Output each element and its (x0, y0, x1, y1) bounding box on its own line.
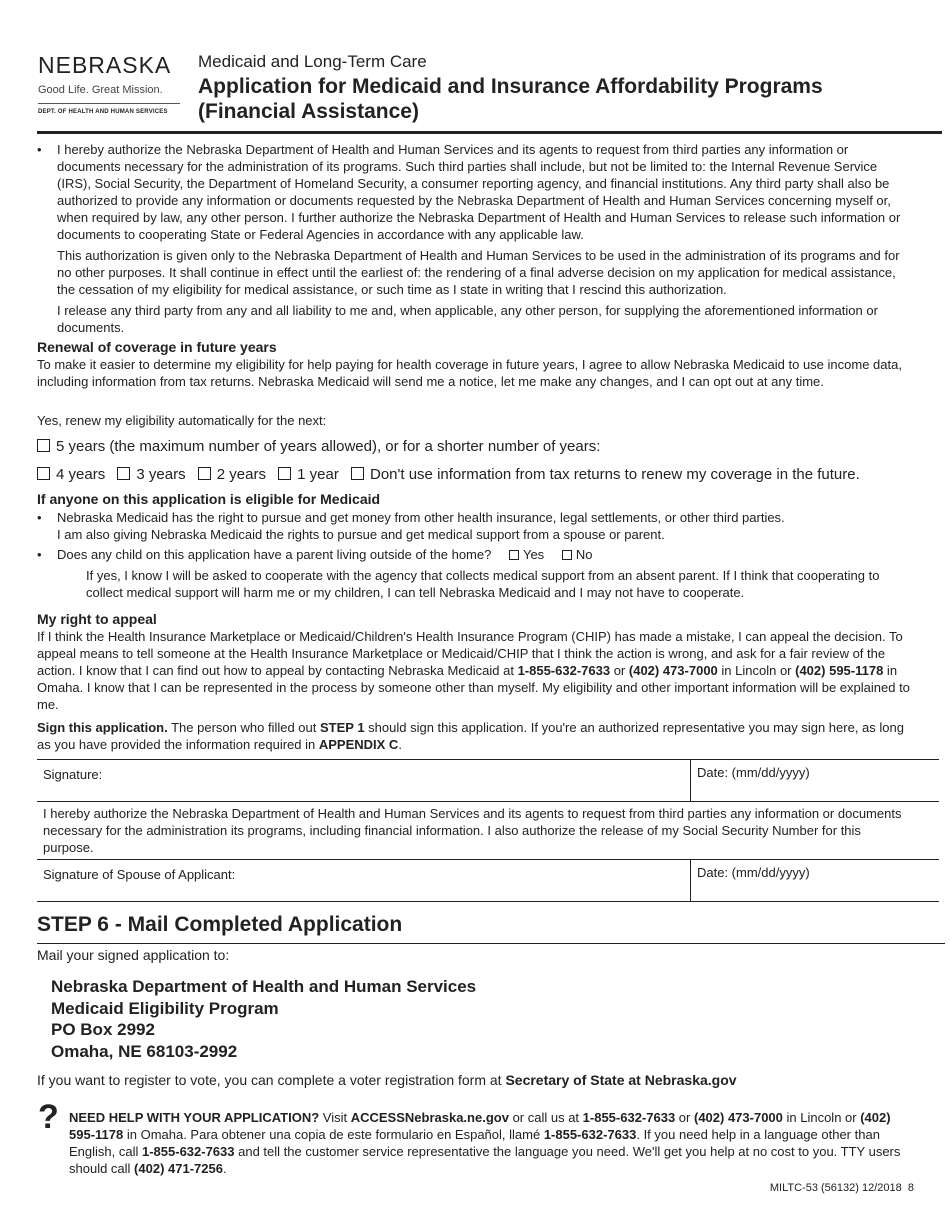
option-1-year-label: 1 year (297, 466, 339, 483)
appeal-heading: My right to appeal (37, 611, 157, 627)
appeal-text (37, 628, 912, 713)
option-2-years-label: 2 years (216, 466, 266, 483)
absent-parent-no[interactable] (562, 547, 593, 562)
help-phone-3: (402) 595-1178 (69, 1110, 891, 1142)
absent-parent-question: Does any child on this application have a parent living outside of the home? (57, 547, 492, 562)
medicaid-rights-line2: I am also giving Nebraska Medicaid the rights to pursue and get medical support from a spouse or parent. (57, 527, 665, 542)
sign-text-part: should sign this application. If you're an authorized representative you may sign here, as long as you have provided the information required in (37, 720, 904, 752)
renewal-prompt: Yes, renew my eligibility automatically for the next: (37, 413, 327, 428)
logo-divider (38, 103, 180, 104)
no-label: No (575, 547, 593, 562)
page-number: 8 (907, 1182, 914, 1194)
authorization-paragraph-3: I release any third party from any and all liability to me and, when applicable, any other person, for supplying the aforementioned information or documents. (57, 303, 878, 335)
help-phone-2: (402) 473-7000 (693, 1110, 783, 1125)
bullet-marker: • (37, 547, 42, 562)
checkbox-no-tax-info[interactable] (351, 467, 364, 480)
help-text-part: Visit (319, 1110, 351, 1125)
signature-label: Signature: (43, 767, 103, 782)
appeal-phone-lincoln: (402) 473-7000 (628, 663, 718, 678)
checkbox-2-years[interactable] (198, 467, 211, 480)
page-header (198, 52, 918, 124)
option-5-years-label: 5 years (the maximum number of years allowed), or for a shorter number of years: (56, 438, 601, 455)
spouse-signature-label: Signature of Spouse of Applicant: (43, 867, 236, 882)
address-line4: Omaha, NE 68103-2992 (51, 1041, 238, 1061)
mail-instructions: Mail your signed application to: (37, 947, 230, 963)
checkbox-4-years[interactable] (37, 467, 50, 480)
help-text-part: in Lincoln or (782, 1110, 861, 1125)
checkbox-no[interactable] (562, 550, 572, 560)
sign-text-part: The person who filled out (167, 720, 320, 735)
help-text (69, 1109, 911, 1177)
absent-parent-yes[interactable] (509, 547, 544, 562)
medicaid-heading: If anyone on this application is eligible for Medicaid (37, 491, 381, 507)
help-tty-phone: (402) 471-7256 (134, 1161, 223, 1176)
help-heading: NEED HELP WITH YOUR APPLICATION? (69, 1110, 320, 1125)
spouse-signature-divider (690, 860, 691, 901)
spouse-authorization-text: I hereby authorize the Nebraska Department of Health and Human Services and its agents to request from third parties any information or documents necessary for the administration its programs, including financial information. I also authorize the release of my Social Security Number for this purpose. (43, 806, 902, 855)
renewal-option-5-years[interactable] (37, 438, 600, 456)
appeal-text-part: or (610, 663, 629, 678)
help-text-part: . If you need help in a language other than English, call (69, 1127, 880, 1159)
address-line1: Nebraska Department of Health and Human Services (51, 977, 477, 996)
page-footer (770, 1181, 914, 1195)
sign-instructions (37, 719, 912, 753)
appeal-text-part: in Omaha. I know that I can be represented in the process by someone other than myself. My eligibility and other important information will be explained to me. (37, 663, 910, 712)
renewal-heading: Renewal of coverage in future years (37, 339, 277, 355)
help-phone-1: 1-855-632-7633 (582, 1110, 676, 1125)
checkbox-1-year[interactable] (278, 467, 291, 480)
sign-text-part: . (398, 737, 402, 752)
option-no-tax-info-label: Don't use information from tax returns to renew my coverage in the future. (370, 466, 860, 483)
help-text-part: and tell the customer service representative the language you need. We'll get you help at no cost to you. TTY users should call (69, 1144, 901, 1176)
medicaid-rights-item (37, 509, 912, 543)
authorization-section (37, 141, 912, 336)
help-text-part: . (222, 1161, 227, 1176)
spouse-signature-row (37, 859, 939, 902)
option-4-years-label: 4 years (56, 466, 106, 483)
help-text-part: or call us at (508, 1110, 583, 1125)
absent-parent-question-row (57, 546, 912, 563)
mailing-address (51, 976, 476, 1062)
header-rule (37, 131, 942, 134)
appeal-text-part: If I think the Health Insurance Marketplace or Medicaid/Children's Health Insurance Program (CHIP) has made a mistake, I can appeal the decision. To appeal means to tell someone at the Health Insurance Marketplace or Medicaid/CHIP that I think the action is wrong, and ask for a fair review of the action. I know that I can find out how to appeal by contacting Nebraska Medicaid at (37, 629, 903, 678)
help-text-part: or (675, 1110, 694, 1125)
logo-tagline: Good Life. Great Mission. (38, 84, 163, 96)
logo-department: DEPT. OF HEALTH AND HUMAN SERVICES (38, 109, 168, 115)
help-phone-5: 1-855-632-7633 (141, 1144, 235, 1159)
step1-ref: STEP 1 (319, 720, 365, 735)
checkbox-5-years[interactable] (37, 439, 50, 452)
page-title (198, 74, 918, 124)
nebraska-dhhs-logo (38, 52, 186, 116)
spouse-date-label: Date: (mm/dd/yyyy) (697, 865, 810, 880)
voter-registration-note (37, 1071, 909, 1089)
authorization-paragraph-1: I hereby authorize the Nebraska Department of Health and Human Services and its agents to request from third parties any information or documents necessary for the administration of its programs. Such third parties shall include, but not be limited to: the Internal Revenue Service (IRS), Social Security, the Department of Homeland Security, a consumer reporting agency, and financial institutions. Any third party shall also be authorized to provide any information or documents requested by the Nebraska Department of Health and Human Services concerning myself or, when required by law, any other person. I further authorize the Nebraska Department of Health and Human Services to release such information or documents to cooperating State or Federal Agencies in accordance with any applicable law. (57, 142, 901, 242)
page-title-line1: Application for Medicaid and Insurance Affordability Programs (198, 75, 823, 98)
address-line2: Medicaid Eligibility Program (51, 998, 279, 1018)
checkbox-yes[interactable] (509, 550, 519, 560)
help-phone-4: 1-855-632-7633 (543, 1127, 637, 1142)
authorization-paragraph-2: This authorization is given only to the Nebraska Department of Health and Human Services to be used in the administration of its programs and for no other purposes. It shall continue in effect until the earliest of: the rendering of a final adverse decision on my application for medical assistance, the cessation of my eligibility for medical assistance, or such time as I state in writing that I rescind this authorization. (57, 248, 900, 297)
medicaid-rights-line1: Nebraska Medicaid has the right to pursue and get money from other health insurance, legal settlements, or other third parties. (57, 510, 785, 525)
help-text-part: in Omaha. Para obtener una copia de este formulario en Español, llamé (123, 1127, 544, 1142)
logo-wordmark: NEBRASKA (38, 52, 172, 78)
header-subtitle: Medicaid and Long-Term Care (198, 52, 427, 71)
appendix-ref: APPENDIX C (318, 737, 399, 752)
option-3-years-label: 3 years (136, 466, 186, 483)
form-id: MILTC-53 (56132) 12/2018 (769, 1182, 902, 1194)
renewal-options-shorter (37, 466, 860, 484)
sign-heading: Sign this application. (37, 720, 168, 735)
bullet-marker: • (37, 510, 42, 525)
absent-parent-followup: If yes, I know I will be asked to cooperate with the agency that collects medical support from an absent parent. If I think that cooperating to collect medical support will harm me or my children, I can tell Nebraska Medicaid and I may not have to cooperate. (86, 568, 880, 600)
help-website: ACCESSNebraska.ne.gov (350, 1110, 509, 1125)
applicant-signature-row (37, 759, 939, 802)
appeal-text-part: in Lincoln or (717, 663, 796, 678)
voter-text: If you want to register to vote, you can complete a voter registration form at (37, 1072, 506, 1088)
bullet-marker: • (37, 142, 42, 157)
signature-date-label: Date: (mm/dd/yyyy) (697, 765, 810, 780)
question-mark-icon: ? (38, 1098, 59, 1136)
checkbox-3-years[interactable] (117, 467, 130, 480)
page-title-line2: (Financial Assistance) (198, 100, 419, 123)
yes-label: Yes (522, 547, 545, 562)
step6-title: STEP 6 - Mail Completed Application (37, 913, 403, 936)
signature-divider (690, 760, 691, 801)
absent-parent-item (37, 546, 912, 563)
step6-rule (37, 943, 945, 944)
renewal-text: To make it easier to determine my eligibility for help paying for health coverage in future years, I agree to allow Nebraska Medicaid to use income data, including information from tax returns. Nebraska Medicaid will send me a notice, let me make any changes, and I can opt out at any time. (37, 357, 902, 389)
appeal-phone-tollfree: 1-855-632-7633 (517, 663, 611, 678)
appeal-phone-omaha: (402) 595-1178 (795, 663, 884, 678)
voter-link: Secretary of State at Nebraska.gov (505, 1072, 737, 1088)
address-line3: PO Box 2992 (51, 1020, 155, 1039)
